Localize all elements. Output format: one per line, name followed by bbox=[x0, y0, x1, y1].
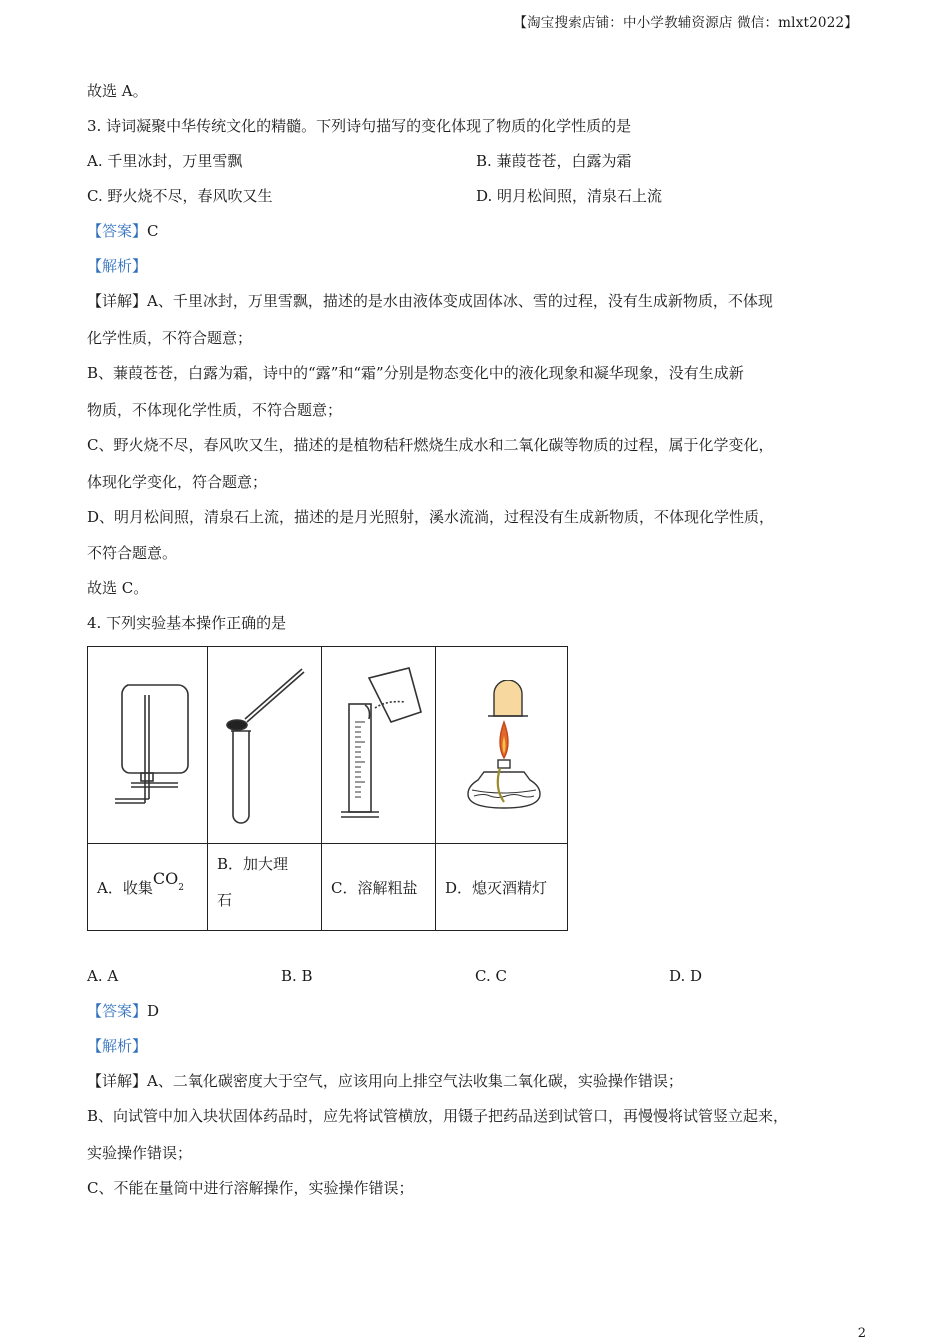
q3-answer-value: C bbox=[147, 222, 159, 240]
q3-detail-line: B、蒹葭苍苍，白露为霜，诗中的“露”和“霜”分别是物态变化中的液化现象和凝华现象，没有生成新 bbox=[87, 364, 744, 382]
q4-detail-line: C、不能在量筒中进行溶解操作，实验操作错误； bbox=[87, 1179, 414, 1197]
q3-detail-line: 体现化学变化，符合题意； bbox=[87, 473, 268, 491]
caption-a-text: A．收集 bbox=[97, 878, 153, 897]
caption-d: D．熄灭酒精灯 bbox=[436, 844, 568, 931]
q4-option-d: D. D bbox=[669, 967, 703, 985]
test-tube-spoon-icon bbox=[220, 663, 310, 828]
q3-detail-line: D、明月松间照，清泉石上流，描述的是月光照射，溪水流淌，过程没有生成新物质，不体现化学性质， bbox=[87, 508, 775, 526]
q3-detail-line: C、野火烧不尽，春风吹又生，描述的是植物秸秆燃烧生成水和二氧化碳等物质的过程，属于化学变化， bbox=[87, 436, 774, 454]
q3-answer bbox=[87, 221, 159, 241]
q3-option-b: B. 蒹葭苍苍，白露为霜 bbox=[476, 152, 632, 170]
q4-detail-line: 实验操作错误； bbox=[87, 1144, 193, 1162]
q3-option-c: C. 野火烧不尽，春风吹又生 bbox=[87, 187, 273, 205]
figure-c-cell bbox=[322, 647, 436, 844]
measuring-cylinder-icon bbox=[331, 660, 427, 830]
caption-c: C．溶解粗盐 bbox=[322, 844, 436, 931]
q3-analysis-tag: 【解析】 bbox=[87, 257, 148, 275]
caption-b-line1: B．加大理 bbox=[217, 855, 289, 873]
q3-answer-tag: 【答案】 bbox=[87, 222, 148, 240]
q3-stem: 3. 诗词凝聚中华传统文化的精髓。下列诗句描写的变化体现了物质的化学性质的是 bbox=[87, 117, 632, 135]
caption-b-line2: 石 bbox=[217, 891, 233, 909]
figure-d-cell bbox=[436, 647, 568, 844]
q4-answer-tag: 【答案】 bbox=[87, 1002, 148, 1020]
q4-detail-line: B、向试管中加入块状固体药品时，应先将试管横放，用镊子把药品送到试管口，再慢慢将试管竖立起来， bbox=[87, 1107, 789, 1125]
gas-collection-bottle-icon bbox=[103, 675, 193, 815]
alcohol-lamp-icon bbox=[454, 680, 550, 810]
caption-a bbox=[88, 844, 208, 931]
co2-formula-main: CO bbox=[152, 868, 179, 888]
figure-a-cell bbox=[88, 647, 208, 844]
q2-conclusion: 故选 A。 bbox=[87, 82, 148, 100]
q3-detail-line: 物质，不体现化学性质，不符合题意； bbox=[87, 401, 343, 419]
q4-option-c: C. C bbox=[475, 967, 507, 985]
co2-formula bbox=[152, 868, 184, 897]
co2-formula-subscript: 2 bbox=[178, 882, 184, 893]
q4-option-a: A. A bbox=[87, 967, 119, 985]
caption-b bbox=[208, 844, 322, 931]
q3-detail-line: 化学性质，不符合题意； bbox=[87, 329, 253, 347]
q4-option-b: B. B bbox=[281, 967, 313, 985]
q4-detail-line: 【详解】A、二氧化碳密度大于空气，应该用向上排空气法收集二氧化碳，实验操作错误； bbox=[87, 1072, 683, 1090]
q4-experiment-table bbox=[87, 646, 568, 931]
figure-b-cell bbox=[208, 647, 322, 844]
q4-answer-value: D bbox=[147, 1002, 160, 1020]
q3-detail-line: 【详解】A、千里冰封，万里雪飘，描述的是水由液体变成固体冰、雪的过程，没有生成新物质，不体现 bbox=[87, 292, 773, 310]
header-shop-notice: 【淘宝搜索店铺：中小学教辅资源店 微信：mlxt2022】 bbox=[513, 15, 858, 31]
q4-answer bbox=[87, 1001, 159, 1021]
q4-analysis-tag: 【解析】 bbox=[87, 1037, 148, 1055]
q3-conclusion: 故选 C。 bbox=[87, 579, 149, 597]
q3-detail-line: 不符合题意。 bbox=[87, 544, 178, 562]
q3-option-d: D. 明月松间照，清泉石上流 bbox=[476, 187, 663, 205]
q4-stem: 4. 下列实验基本操作正确的是 bbox=[87, 614, 287, 632]
q3-option-a: A. 千里冰封，万里雪飘 bbox=[87, 152, 243, 170]
page-number: 2 bbox=[857, 1326, 866, 1341]
